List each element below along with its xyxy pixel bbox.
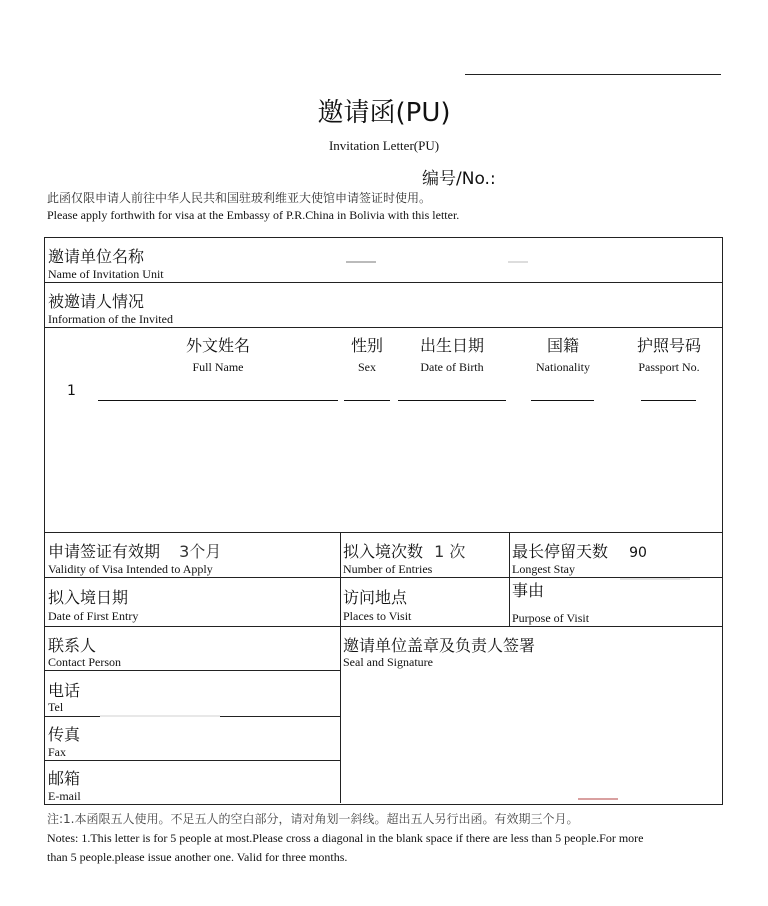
column-header-cn: 性别 <box>350 336 383 355</box>
row-divider <box>44 670 341 671</box>
unit-name-label-cn: 邀请单位名称 <box>48 247 145 266</box>
places-label-en: Places to Visit <box>343 609 412 623</box>
row-divider <box>44 532 722 533</box>
column-header-en: Sex <box>358 360 376 374</box>
seal-signature-area[interactable] <box>341 672 721 802</box>
intro-text-en: Please apply forthwith for visa at the Embassy of P.R.China in Bolivia with this letter. <box>47 208 460 222</box>
row-divider <box>44 282 722 283</box>
places-label-cn: 访问地点 <box>343 588 408 607</box>
fax-label-cn: 传真 <box>48 725 81 744</box>
page-subtitle: Invitation Letter(PU) <box>328 138 440 153</box>
visa-validity-label-cn <box>48 539 221 562</box>
top-reference-line <box>465 74 721 75</box>
column-header-en: Date of Birth <box>420 360 484 374</box>
notes-cn: 注:1.本函限五人使用。不足五人的空白部分，请对角划一斜线。超出五人另行出函。有效期三个月。 <box>47 812 579 826</box>
longest-stay-label-cn <box>512 539 647 562</box>
first-entry-label-cn: 拟入境日期 <box>48 588 129 607</box>
document-number-label: 编号/No.: <box>422 169 496 189</box>
redacted-mark <box>508 261 528 263</box>
signature-mark <box>578 798 618 800</box>
redacted-mark <box>346 261 376 263</box>
redacted-mark <box>100 715 220 717</box>
row-divider <box>44 626 722 627</box>
visa-validity-value: 3个月 <box>179 542 222 561</box>
tel-label-en: Tel <box>48 700 64 714</box>
longest-stay-title: 最长停留天数 <box>512 542 609 561</box>
entries-label-cn <box>343 539 465 562</box>
column-header-cn: 出生日期 <box>419 336 484 355</box>
purpose-label-cn: 事由 <box>512 581 545 600</box>
column-header-en: Full Name <box>192 360 244 374</box>
longest-stay-value: 90 <box>629 545 647 561</box>
column-divider <box>509 532 510 626</box>
first-entry-label-en: Date of First Entry <box>48 609 139 623</box>
fax-label-en: Fax <box>48 745 66 759</box>
visa-validity-label-en: Validity of Visa Intended to Apply <box>48 562 213 576</box>
redacted-mark <box>620 578 690 580</box>
entries-value: 1 次 <box>434 542 466 561</box>
notes-en-line2: than 5 people.please issue another one. Valid for three months. <box>47 850 348 864</box>
entries-label-en: Number of Entries <box>343 562 433 576</box>
notes-en-line1: Notes: 1.This letter is for 5 people at most.Please cross a diagonal in the blank space if there are less than 5 people.For more <box>47 831 644 845</box>
intro-text-cn: 此函仅限申请人前往中华人民共和国驻玻利维亚大使馆申请签证时使用。 <box>47 191 432 205</box>
column-header-full-name <box>138 333 298 375</box>
email-label-en: E-mail <box>48 789 81 803</box>
nationality-blank[interactable] <box>531 400 594 401</box>
tel-label-cn: 电话 <box>48 681 81 700</box>
invited-info-label-cn: 被邀请人情况 <box>48 292 145 311</box>
entries-title: 拟入境次数 <box>343 542 424 561</box>
email-label-cn: 邮箱 <box>48 769 81 788</box>
column-header-en: Nationality <box>536 360 590 374</box>
column-header-date-of-birth <box>402 333 502 375</box>
sex-blank[interactable] <box>344 400 390 401</box>
invited-row-number: 1 <box>67 383 76 399</box>
column-header-cn: 护照号码 <box>636 336 701 355</box>
passport-no-blank[interactable] <box>641 400 696 401</box>
page-title: 邀请函(PU) <box>317 98 451 128</box>
row-divider <box>44 760 341 761</box>
unit-name-label-en: Name of Invitation Unit <box>48 267 164 281</box>
purpose-label-en: Purpose of Visit <box>512 611 590 625</box>
full-name-blank[interactable] <box>98 400 338 401</box>
longest-stay-label-en: Longest Stay <box>512 562 575 576</box>
column-header-nationality <box>518 333 608 375</box>
column-header-en: Passport No. <box>638 360 700 374</box>
visa-validity-title: 申请签证有效期 <box>48 542 161 561</box>
column-header-sex <box>338 333 396 375</box>
contact-person-label-en: Contact Person <box>48 655 121 669</box>
contact-person-label-cn: 联系人 <box>48 636 97 655</box>
invited-info-label-en: Information of the Invited <box>48 312 173 326</box>
date-of-birth-blank[interactable] <box>398 400 506 401</box>
seal-signature-label-en: Seal and Signature <box>343 655 433 669</box>
column-header-cn: 国籍 <box>546 336 579 355</box>
row-divider <box>44 327 722 328</box>
column-header-passport-no <box>624 333 714 375</box>
seal-signature-label-cn: 邀请单位盖章及负责人签署 <box>343 636 536 655</box>
column-header-cn: 外文姓名 <box>185 336 250 355</box>
